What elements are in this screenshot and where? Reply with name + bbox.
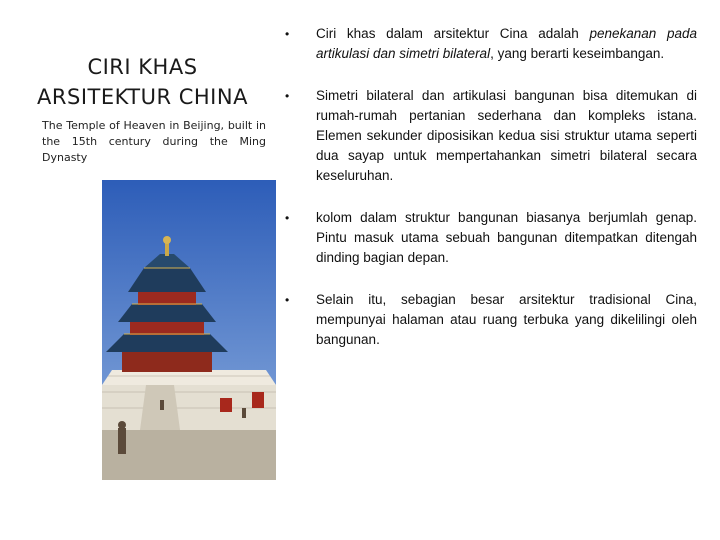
red-marker-1 bbox=[220, 398, 232, 412]
photo-caption: The Temple of Heaven in Beijing, built in the 15th century during the Ming Dynasty bbox=[42, 119, 266, 164]
bullet-text-emphasis: penekanan pada artikulasi dan simetri bilateral bbox=[316, 26, 697, 61]
bullet-list bbox=[285, 24, 697, 372]
title-line-1: CIRI KHAS bbox=[87, 55, 198, 79]
temple-roof-lower bbox=[106, 334, 228, 352]
bullet-text-after: , yang berarti keseimbangan. bbox=[490, 46, 665, 61]
slide-title bbox=[20, 52, 265, 112]
temple-photo bbox=[102, 180, 276, 480]
bullet-item bbox=[285, 24, 697, 64]
temple-wall-upper bbox=[138, 290, 196, 305]
bullet-item bbox=[285, 290, 697, 350]
bullet-item bbox=[285, 86, 697, 186]
marble-terrace-mid bbox=[102, 370, 276, 385]
temple-wall-mid bbox=[130, 320, 204, 335]
bullet-item bbox=[285, 208, 697, 268]
bullet-marker: • bbox=[285, 293, 290, 307]
pavement bbox=[102, 430, 276, 480]
bullet-text: Simetri bilateral dan artikulasi bangunan bisa ditemukan di rumah-rumah pertanian sederhana dan kompleks istana. Elemen sekunder diposisikan kedua sisi struktur utama seperti dua sayap untuk mempertahankan simetri bilateral secara keseluruhan. bbox=[316, 88, 697, 183]
temple-roof-middle bbox=[118, 304, 216, 322]
bullet-text-before: Ciri khas dalam arsitektur Cina adalah bbox=[316, 26, 590, 41]
title-line-2: ARSITEKTUR CHINA bbox=[37, 85, 248, 109]
bullet-marker: • bbox=[285, 89, 290, 103]
bullet-marker: • bbox=[285, 27, 290, 41]
temple-illustration bbox=[102, 180, 276, 480]
red-marker-2 bbox=[252, 392, 264, 408]
temple-finial-ball bbox=[163, 236, 171, 244]
bullet-text: kolom dalam struktur bangunan biasanya berjumlah genap. Pintu masuk utama sebuah bangunan ditempatkan ditengah dinding bagian depan. bbox=[316, 210, 697, 265]
bullet-marker: • bbox=[285, 211, 290, 225]
bullet-text: Selain itu, sebagian besar arsitektur tradisional Cina, mempunyai halaman atau ruang terbuka yang dikelilingi oleh bangunan. bbox=[316, 292, 697, 347]
temple-base-wall bbox=[122, 350, 212, 372]
